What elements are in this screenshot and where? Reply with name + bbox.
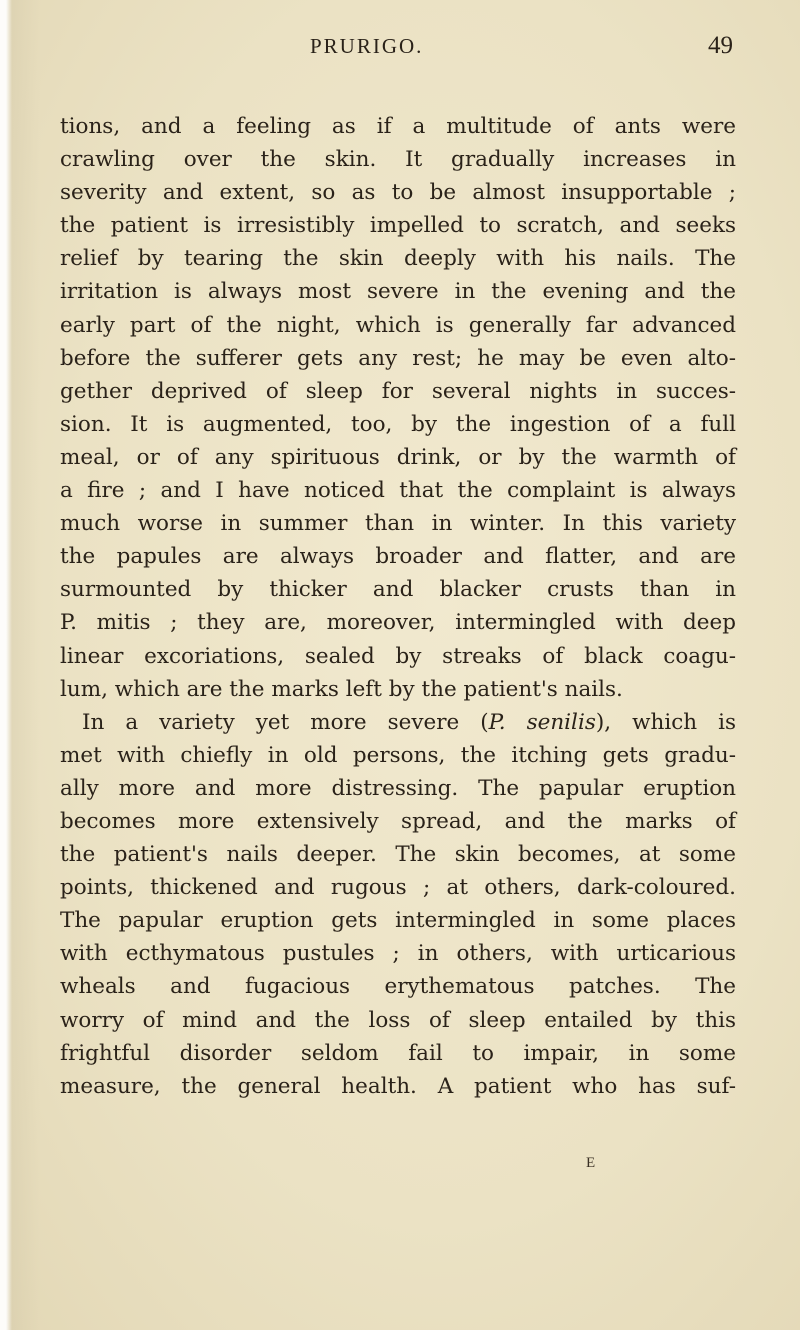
text-line: In a variety yet more severe (P. senilis), which is	[82, 709, 737, 735]
text-line: severity and extent, so as to be almost insupportable ;	[60, 180, 736, 206]
text-line: the papules are always broader and flatter, and are	[60, 544, 736, 570]
text-line: the patient's nails deeper. The skin becomes, at some	[60, 842, 736, 868]
text-line: relief by tearing the skin deeply with his nails. The	[60, 246, 736, 272]
signature-mark: E	[586, 1155, 596, 1171]
text-line: linear excoriations, sealed by streaks of black coagu-	[60, 643, 736, 669]
running-title: PRURIGO.	[310, 34, 424, 58]
text-line: The papular eruption gets intermingled in some places	[60, 908, 736, 934]
text-line: much worse in summer than in winter. In this variety	[60, 511, 736, 537]
page-number: 49	[708, 32, 733, 59]
text-line: the patient is irresistibly impelled to scratch, and seeks	[60, 213, 736, 239]
text-line: crawling over the skin. It gradually increases in	[60, 147, 736, 173]
text-line: surmounted by thicker and blacker crusts than in	[60, 577, 736, 603]
text-line: gether deprived of sleep for several nights in succes-	[60, 378, 736, 404]
text-line: P. mitis ; they are, moreover, intermingled with deep	[60, 610, 736, 636]
text-line: irritation is always most severe in the evening and the	[60, 279, 736, 305]
text-line: lum, which are the marks left by the patient's nails.	[60, 676, 623, 702]
text-line: worry of mind and the loss of sleep entailed by this	[60, 1007, 736, 1033]
text-line: early part of the night, which is generally far advanced	[60, 312, 736, 338]
text-line: ally more and more distressing. The papular eruption	[60, 775, 736, 801]
text-line: becomes more extensively spread, and the marks of	[60, 808, 736, 834]
text-line: frightful disorder seldom fail to impair, in some	[60, 1040, 736, 1066]
page-header	[0, 34, 800, 70]
text-line: with ecthymatous pustules ; in others, with urticarious	[60, 941, 736, 967]
text-line: a fire ; and I have noticed that the complaint is always	[60, 478, 736, 504]
text-line: points, thickened and rugous ; at others, dark-coloured.	[60, 875, 736, 901]
text-line: measure, the general health. A patient who has suf-	[60, 1073, 736, 1099]
text-line: meal, or of any spirituous drink, or by the warmth of	[60, 444, 736, 470]
text-line: tions, and a feeling as if a multitude of ants were	[60, 114, 736, 139]
text-line: wheals and fugacious erythematous patches. The	[60, 974, 736, 1000]
text-line: met with chiefly in old persons, the itching gets gradu-	[60, 742, 736, 768]
body-text	[60, 110, 736, 1103]
text-line: sion. It is augmented, too, by the ingestion of a full	[60, 411, 736, 437]
text-line: before the sufferer gets any rest; he may be even alto-	[60, 345, 736, 371]
